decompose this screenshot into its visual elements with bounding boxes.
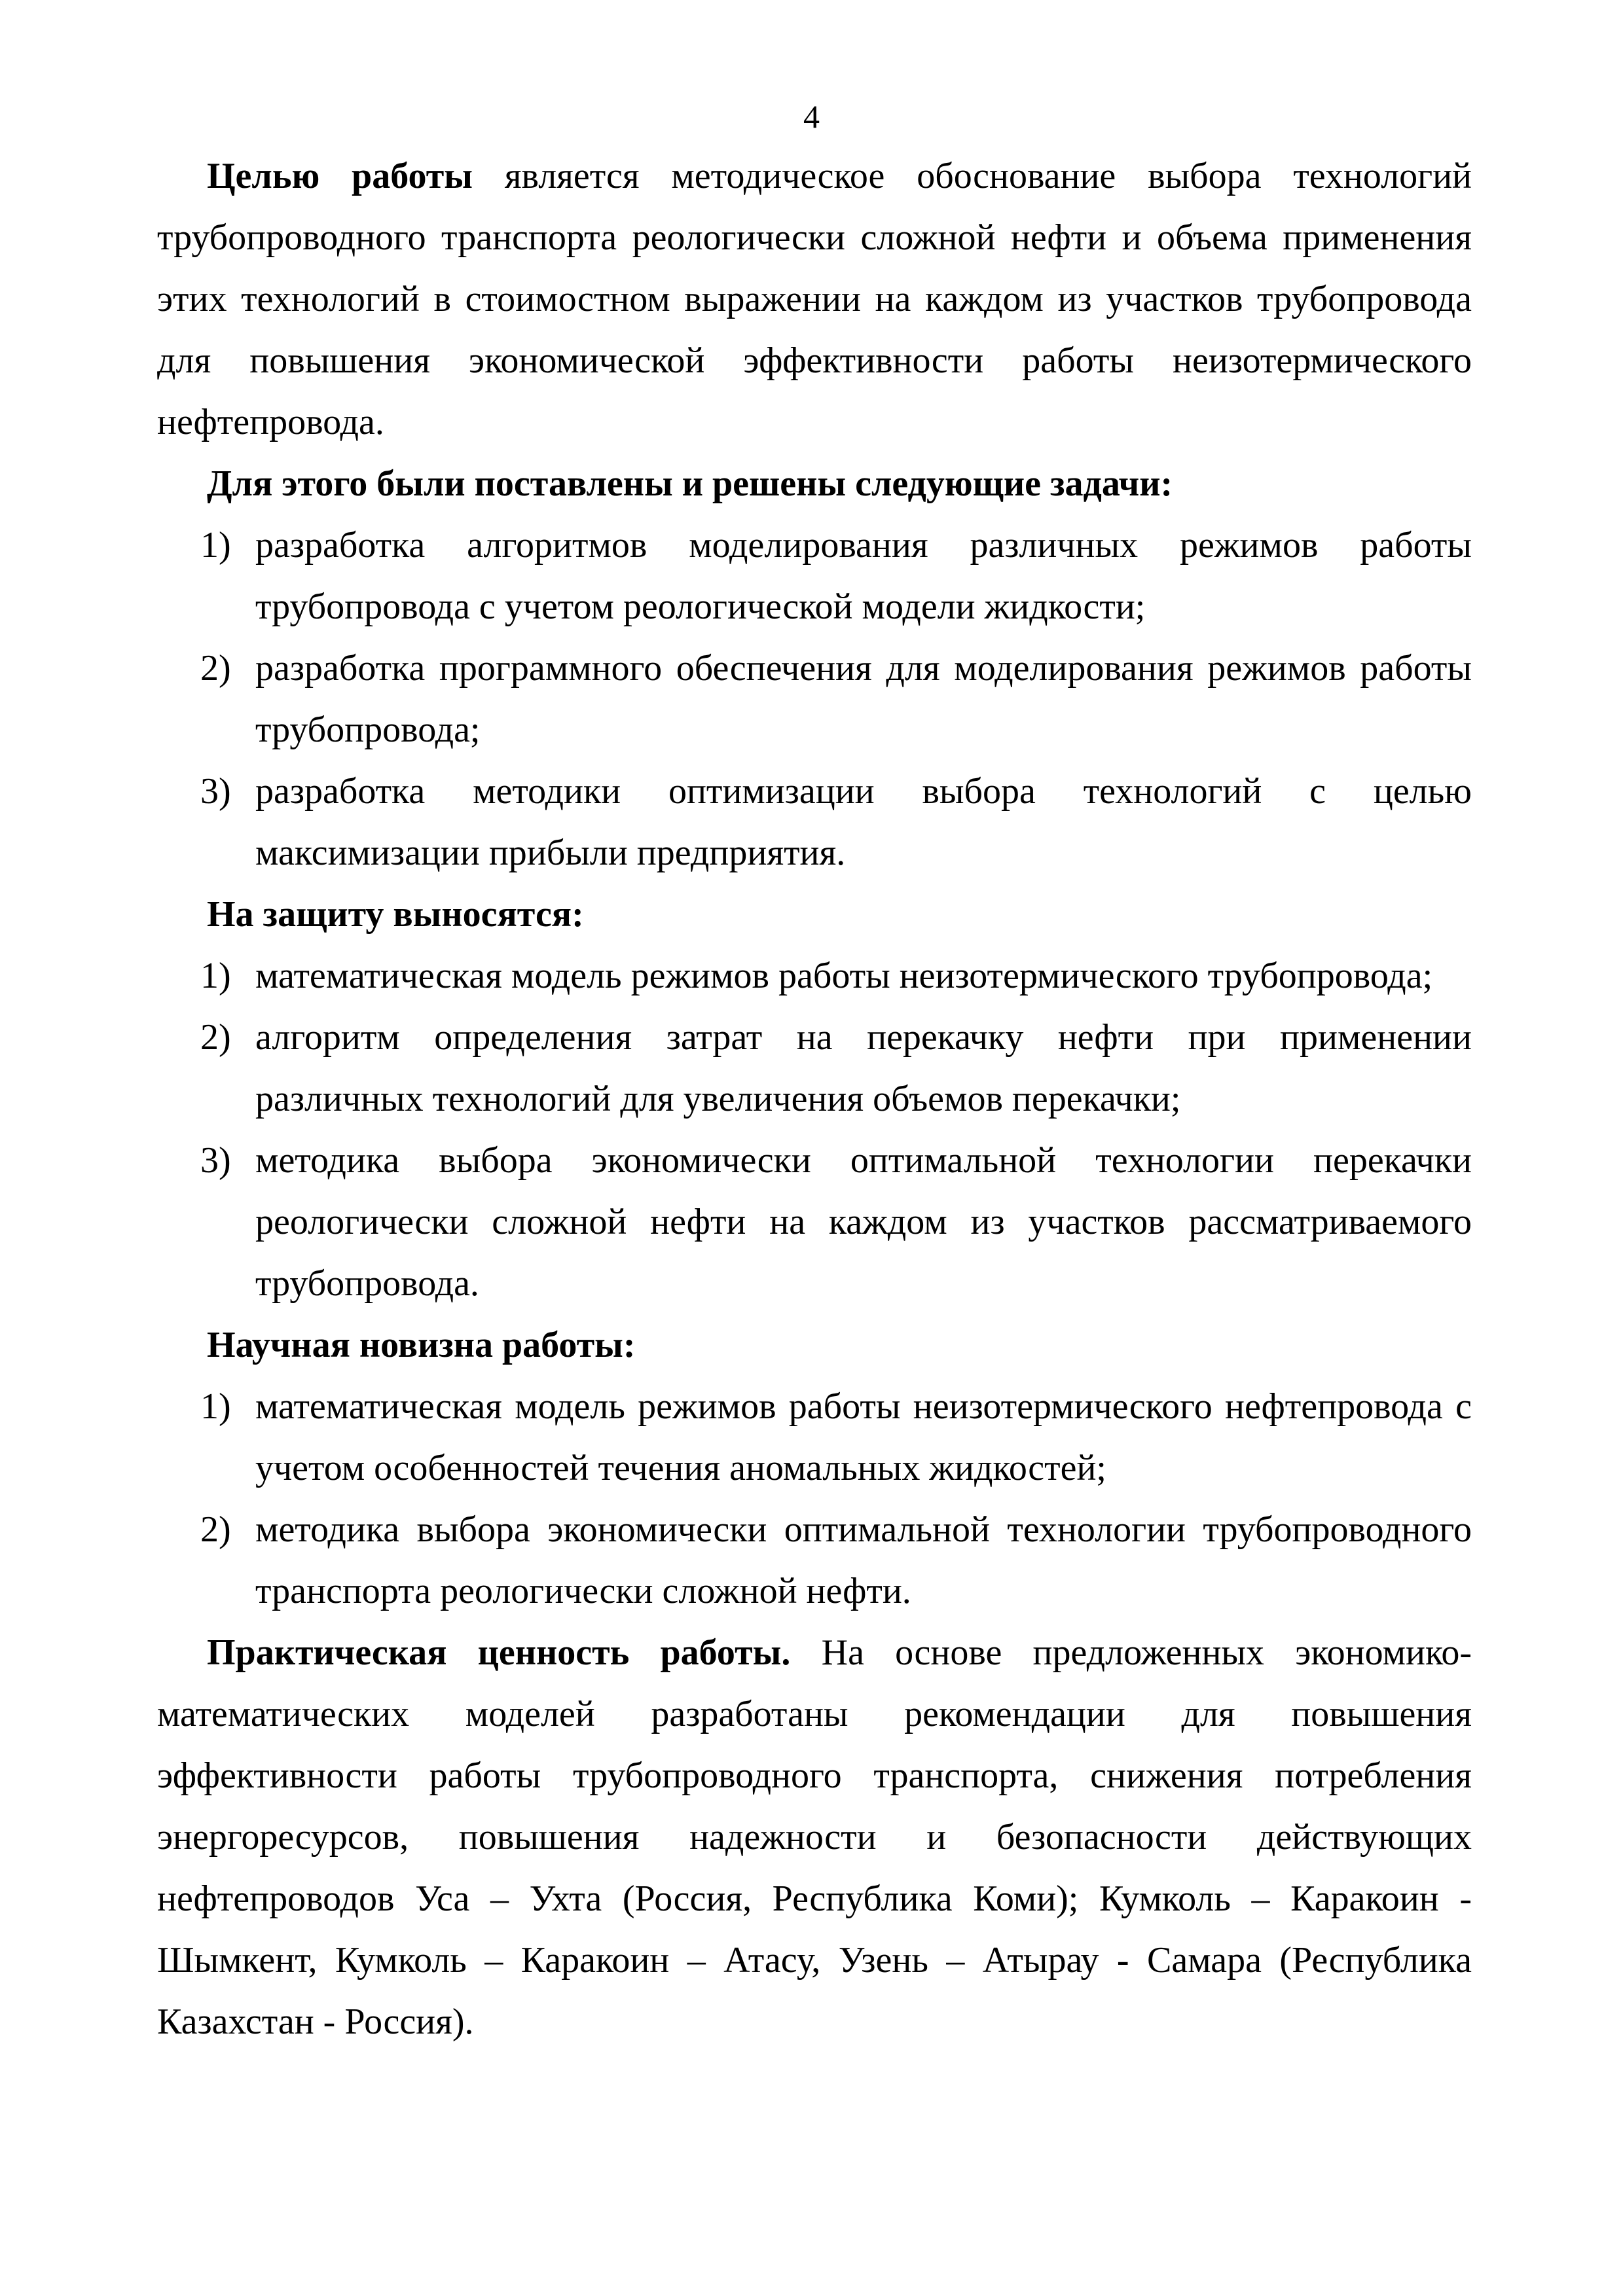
- goal-text: является методическое обоснование выбора технологий трубопроводного транспорта реологически сложной нефти и объема применения этих технологий в стоимостном выражении на каждом из участков трубопровода для повышения экономической эффективности работы неизотермического нефтепровода.: [157, 156, 1472, 442]
- list-number: 1): [200, 1386, 231, 1427]
- goal-lead: Целью работы: [207, 156, 473, 196]
- list-text: алгоритм определения затрат на перекачку нефти при применении различных технологий для увеличения объемов перекачки;: [255, 1017, 1472, 1119]
- practical-lead: Практическая ценность работы.: [207, 1632, 791, 1673]
- list-number: 1): [200, 525, 231, 565]
- list-number: 2): [200, 1509, 231, 1550]
- list-item: [157, 761, 1472, 884]
- practical-text: На основе предложенных экономико-математических моделей разработаны рекомендации для повышения эффективности работы трубопроводного транспорта, снижения потребления энергоресурсов, повышения надежности и безопасности действующих нефтепроводов Уса – Ухта (Россия, Республика Коми); Кумколь – Каракоин - Шымкент, Кумколь – Каракоин – Атасу, Узень – Атырау - Самара (Республика Казахстан - Россия).: [157, 1632, 1472, 2042]
- goal-paragraph: [157, 145, 1472, 453]
- list-item: [157, 945, 1472, 1007]
- list-text: разработка методики оптимизации выбора технологий с целью максимизации прибыли предприятия.: [255, 771, 1472, 873]
- list-text: разработка алгоритмов моделирования различных режимов работы трубопровода с учетом реологической модели жидкости;: [255, 525, 1472, 627]
- practical-paragraph: [157, 1622, 1472, 2053]
- tasks-heading: Для этого были поставлены и решены следующие задачи:: [207, 463, 1173, 504]
- novelty-list: [157, 1376, 1472, 1622]
- list-text: методика выбора экономически оптимальной технологии перекачки реологически сложной нефти на каждом из участков рассматриваемого трубопровода.: [255, 1140, 1472, 1304]
- tasks-list: [157, 514, 1472, 884]
- list-number: 2): [200, 648, 231, 689]
- list-text: разработка программного обеспечения для моделирования режимов работы трубопровода;: [255, 648, 1472, 750]
- page-number: 4: [803, 98, 820, 135]
- list-text: математическая модель режимов работы неизотермического нефтепровода с учетом особенностей течения аномальных жидкостей;: [255, 1386, 1472, 1488]
- list-number: 1): [200, 956, 231, 996]
- list-item: [157, 1007, 1472, 1130]
- novelty-heading: Научная новизна работы:: [207, 1325, 636, 1365]
- list-item: [157, 1499, 1472, 1622]
- list-item: [157, 1130, 1472, 1314]
- list-number: 2): [200, 1017, 231, 1058]
- defense-list: [157, 945, 1472, 1314]
- list-item: [157, 1376, 1472, 1499]
- list-text: методика выбора экономически оптимальной технологии трубопроводного транспорта реологически сложной нефти.: [255, 1509, 1472, 1611]
- page-content: [157, 145, 1472, 2053]
- list-number: 3): [200, 1140, 231, 1181]
- list-item: [157, 637, 1472, 761]
- list-text: математическая модель режимов работы неизотермического трубопровода;: [255, 956, 1433, 996]
- list-item: [157, 514, 1472, 637]
- list-number: 3): [200, 771, 231, 812]
- defense-heading: На защиту выносятся:: [207, 894, 584, 935]
